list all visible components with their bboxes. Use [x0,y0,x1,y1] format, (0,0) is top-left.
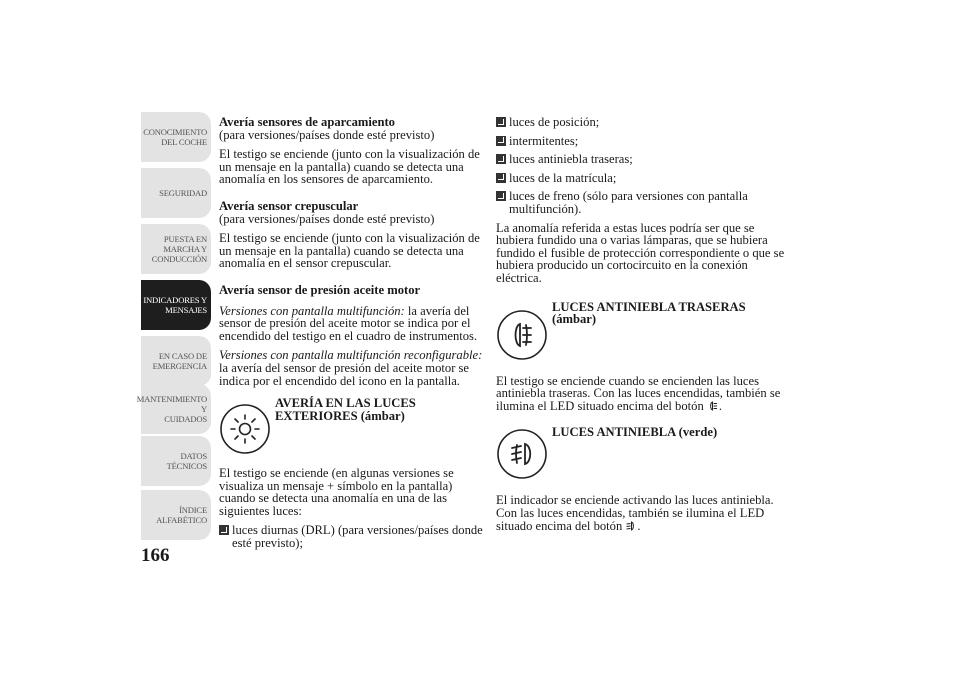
section-body: Versiones con pantalla multifunción reconfigurable: la avería del sensor de presión del aceite motor se indica por el encendido del icono en la pantalla. [219,348,483,388]
fog-warning [496,426,786,480]
checkbox-bullet-icon [496,173,506,183]
checkbox-bullet-icon [496,154,506,164]
checkbox-bullet-icon [496,117,506,127]
tab-conocimiento-del-coche[interactable]: CONOCIMIENTO DEL COCHE [141,112,211,162]
section-body: El testigo se enciende (en algunas versiones se visualiza un mensaje + símbolo en la pantalla) cuando se detecta una anomalía en una de las siguientes luces: [219,466,454,518]
warning-title: AVERÍA EN LAS LUCES EXTERIORES (ámbar) [275,396,416,423]
tab-puesta-en-marcha[interactable]: PUESTA EN MARCHA Y CONDUCCIÓN [141,224,211,274]
section-title: Avería sensores de aparcamiento [219,115,395,129]
list-item: luces de freno (sólo para versiones con pantalla multifunción). [496,190,786,215]
section-title: Avería sensor crepuscular [219,198,359,213]
tab-indice-alfabetico[interactable]: ÍNDICE ALFABÉTICO [141,490,211,540]
tab-mantenimiento-y-cuidados[interactable]: MANTENIMIENTO Y CUIDADOS [141,384,211,434]
warning-title: LUCES ANTINIEBLA TRASERAS (ámbar) [552,299,746,327]
exterior-light-failure-icon [219,403,271,455]
exterior-lights-warning [219,397,491,455]
checkbox-bullet-icon [496,191,506,201]
fog-body: El indicador se enciende activando las luces antiniebla. Con las luces encendidas, también se ilumina el LED situado encima del botón . [496,493,774,533]
list-item: luces de la matrícula; [496,172,786,185]
right-column [496,116,786,539]
rear-fog-warning [496,301,786,361]
list-item: luces diurnas (DRL) (para versiones/países donde esté previsto); [219,524,491,549]
anomaly-paragraph: La anomalía referida a estas luces podría ser que se hubiera fundido una o varias lámparas, que se hubiera fundido el fusible de protección correspondiente o que se hubiera producido un cortocircuito en la conexión eléctrica. [496,220,785,285]
warning-title: LUCES ANTINIEBLA (verde) [552,425,718,440]
section-body: El testigo se enciende (junto con la visualización de un mensaje en la pantalla) cuando se detecta una anomalía en el sensor crepuscular. [219,231,480,271]
rear-fog-body: El testigo se enciende cuando se encienden las luces antiniebla traseras. Con las luces encendidas, también se ilumina el LED situado encima del botón . [496,373,781,413]
section-title: Avería sensor de presión aceite motor [219,282,421,297]
tab-datos-tecnicos[interactable]: DATOS TÉCNICOS [141,436,211,486]
rear-fog-light-icon [496,309,548,361]
list-item: luces antiniebla traseras; [496,153,786,166]
rear-fog-button-icon [707,400,719,412]
page-number: 166 [141,545,170,566]
tab-indicadores-y-mensajes[interactable]: INDICADORES Y MENSAJES [141,280,211,330]
checkbox-bullet-icon [496,136,506,146]
section-subtitle: (para versiones/países donde esté previsto) [219,127,435,142]
list-item: intermitentes; [496,135,786,148]
fog-button-icon [625,520,637,532]
tab-en-caso-de-emergencia[interactable]: EN CASO DE EMERGENCIA [141,336,211,386]
list-item: luces de posición; [496,116,786,129]
section-subtitle: (para versiones/países donde esté previsto) [219,211,435,226]
tab-seguridad[interactable]: SEGURIDAD [141,168,211,218]
section-body: El testigo se enciende (junto con la visualización de un mensaje en la pantalla) cuando se detecta una anomalía en los sensores de aparcamiento. [219,147,480,187]
section-body: Versiones con pantalla multifunción: la avería del sensor de presión del aceite motor se indica por el encendido del testigo en el cuadro de instrumentos. [219,303,478,343]
checkbox-bullet-icon [219,525,229,535]
left-column [219,116,491,556]
front-fog-light-icon [496,428,548,480]
